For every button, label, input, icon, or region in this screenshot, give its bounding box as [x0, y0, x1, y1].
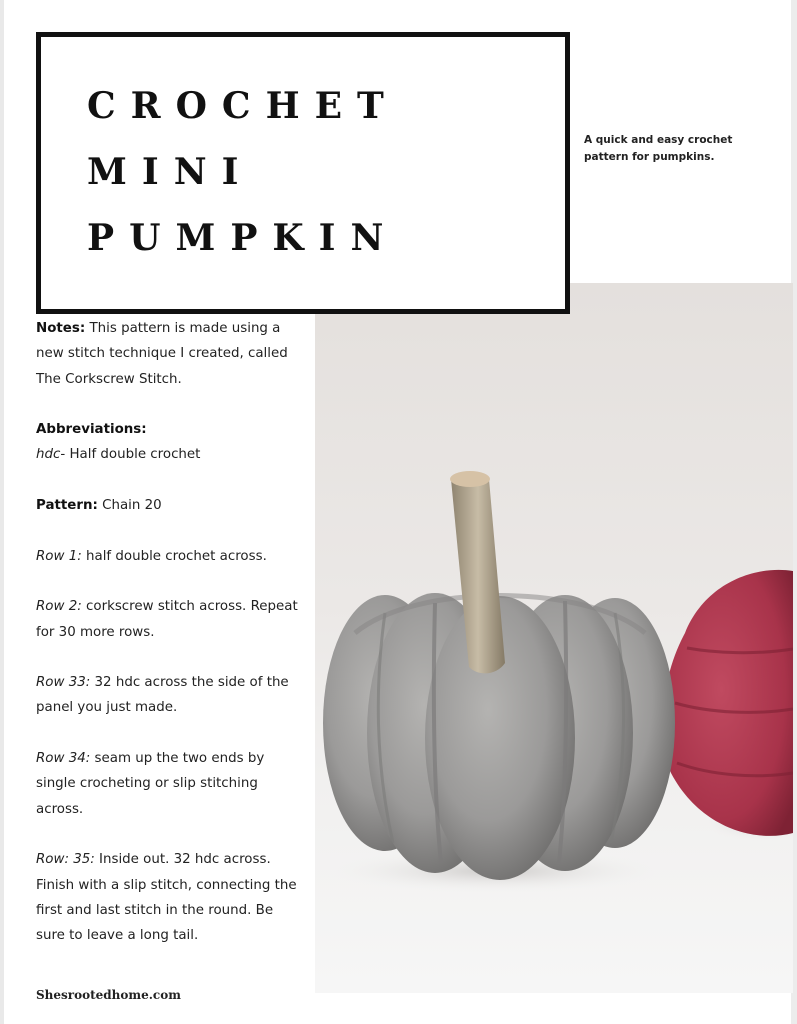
tagline: A quick and easy crochet pattern for pumpkins. [584, 134, 733, 163]
row-step [36, 544, 306, 569]
row-text: half double crochet across. [86, 548, 267, 564]
website-footer: Shesrootedhome.com [36, 988, 181, 1002]
title-line-pumpkin: PUMPKIN [87, 217, 399, 259]
abbreviations-section [36, 417, 306, 468]
row-label: Row 2: [36, 599, 82, 615]
title-line-mini: MINI [87, 151, 254, 193]
row-label: Row 34: [36, 751, 91, 767]
notes-label: Notes: [36, 321, 86, 336]
pattern-text: Chain 20 [102, 498, 162, 514]
row-label: Row 1: [36, 548, 82, 564]
pattern-paragraph [36, 493, 306, 518]
row-step [36, 594, 306, 645]
row-text: 32 hdc across the side of the panel you just made. [36, 675, 289, 716]
pumpkin-illustration [315, 283, 793, 993]
row-label: Row: 35: [36, 852, 95, 868]
pattern-label: Pattern: [36, 498, 98, 514]
abbreviation-definition: - Half double crochet [60, 447, 201, 463]
title-box [36, 32, 570, 314]
notes-text: This pattern is made using a new stitch technique I created, called The Corkscrew Stitch. [36, 321, 288, 387]
row-text: Inside out. 32 hdc across. Finish with a slip stitch, connecting the first and last stitch in the round. Be sure to leave a long tail. [36, 852, 297, 944]
row-step [36, 847, 306, 948]
abbreviations-heading: Abbreviations: [36, 422, 147, 438]
notes-paragraph [36, 316, 306, 392]
row-text: seam up the two ends by single crocheting or slip stitching across. [36, 751, 265, 817]
title-line-crochet: CROCHET [87, 85, 399, 127]
row-label: Row 33: [36, 675, 91, 691]
row-text: corkscrew stitch across. Repeat for 30 more rows. [36, 599, 298, 640]
row-step [36, 746, 306, 822]
pattern-instructions [36, 316, 306, 974]
pumpkin-photo [315, 283, 793, 993]
red-pumpkin [663, 570, 793, 836]
left-page-edge [0, 0, 4, 1024]
abbreviation-term: hdc [36, 447, 61, 463]
row-step [36, 670, 306, 721]
